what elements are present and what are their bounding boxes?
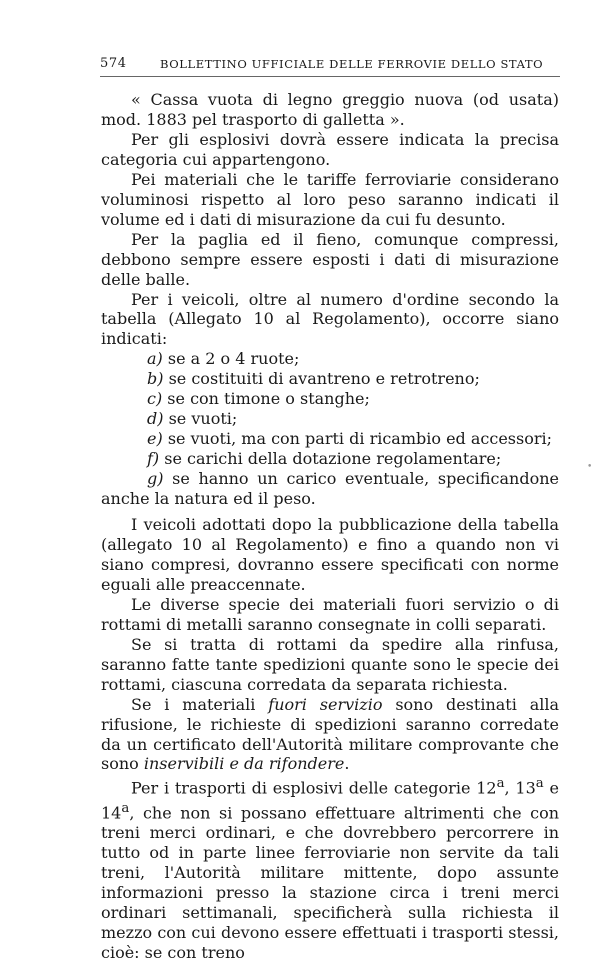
page-number: 574	[100, 56, 127, 71]
paragraph-rottami: Se si tratta di rottami da spedire alla rinfusa, saranno fatte tante spedizioni quante sono le specie dei rottami, ciascuna corredata da separata richiesta.	[101, 634, 559, 694]
paragraph-materiali-fuori-servizio: Le diverse specie dei materiali fuori servizio o di rottami di metalli saranno consegnate in colli separati.	[101, 594, 559, 634]
list-item-text: se con timone o stanghe;	[167, 389, 370, 409]
list-marker: d)	[147, 409, 164, 429]
paragraph-rifusione	[101, 695, 559, 775]
running-header	[100, 54, 560, 76]
paragraph-trasporti-esplosivi	[101, 774, 559, 962]
list-marker: g)	[147, 469, 164, 489]
list-item-text: se hanno un carico eventuale, specificandone anche la natura ed il peso.	[101, 469, 559, 509]
paragraph-paglia-fieno: Per la paglia ed il fieno, comunque compressi, debbono sempre essere esposti i dati di misurazione delle balle.	[101, 229, 559, 289]
italic-fuori-servizio: fuori servizio	[268, 694, 383, 714]
running-title: BOLLETTINO UFFICIALE DELLE FERROVIE DELLO STATO	[160, 57, 544, 71]
text-run: e 14	[101, 778, 560, 823]
text-run: Per i trasporti di esplosivi delle categorie 12	[131, 778, 497, 798]
superscript: a	[121, 800, 130, 816]
paragraph-materiali-voluminosi: Pei materiali che le tariffe ferroviarie considerano voluminosi rispetto al loro peso saranno indicati il volume ed i dati di misurazione da cui fu desunto.	[101, 169, 559, 229]
list-item	[101, 389, 559, 409]
list-item	[101, 369, 559, 389]
list-item-text: se vuoti;	[168, 409, 238, 429]
list-item	[101, 409, 559, 429]
italic-inservibili: inservibili e da rifondere	[143, 754, 345, 774]
body-text	[101, 90, 559, 963]
list-item	[101, 449, 559, 469]
paragraph-veicoli: Per i veicoli, oltre al numero d'ordine secondo la tabella (Allegato 10 al Regolamento), occorre siano indicati:	[101, 289, 559, 349]
text-run: .	[344, 754, 350, 774]
margin-dot: •	[587, 462, 593, 472]
list-marker: c)	[147, 389, 163, 409]
header-rule	[100, 76, 560, 77]
paragraph-cassa: « Cassa vuota di legno greggio nuova (od usata) mod. 1883 pel trasporto di galletta ».	[101, 90, 559, 129]
list-marker: b)	[147, 369, 164, 389]
list-marker: f)	[147, 449, 160, 469]
list-marker: e)	[147, 429, 163, 449]
vehicle-conditions-list	[101, 349, 559, 509]
text-run: sono destinati alla rifusione, le richieste di spedizioni saranno corredate da un certificato dell'Autorità militare comprovante che sono	[101, 694, 560, 774]
text-run: Se i materiali	[131, 694, 256, 714]
superscript: a	[496, 776, 505, 792]
list-item-text: se a 2 o 4 ruote;	[167, 349, 300, 369]
paragraph-esplosivi: Per gli esplosivi dovrà essere indicata la precisa categoria cui appartengono.	[101, 129, 559, 169]
text-run: , che non si possano effettuare altrimenti che con treni merci ordinari, e che dovrebbero percorrere in tutto od in parte linee ferroviarie non servite da tali treni, l'Autorità militare mittente, dopo assunte informazioni presso la stazione circa i treni merci ordinari settimanali, specificherà sulla richiesta il mezzo con cui devono essere effettuati i trasporti stessi, cioè: se con treno	[101, 803, 559, 962]
list-item	[101, 429, 559, 449]
paragraph-veicoli-adottati: I veicoli adottati dopo la pubblicazione della tabella (allegato 10 al Regolamento) e fino a quando non vi siano compresi, dovranno essere specificati con norme eguali alle preaccennate.	[101, 515, 559, 594]
superscript: a	[535, 776, 544, 792]
list-item-text: se vuoti, ma con parti di ricambio ed accessori;	[167, 429, 553, 449]
text-run: , 13	[504, 778, 536, 798]
list-item-text: se carichi della dotazione regolamentare;	[164, 449, 502, 469]
list-item	[101, 469, 559, 509]
list-item	[101, 349, 559, 369]
list-item-text: se costituiti di avantreno e retrotreno;	[168, 369, 480, 389]
list-marker: a)	[147, 349, 163, 369]
